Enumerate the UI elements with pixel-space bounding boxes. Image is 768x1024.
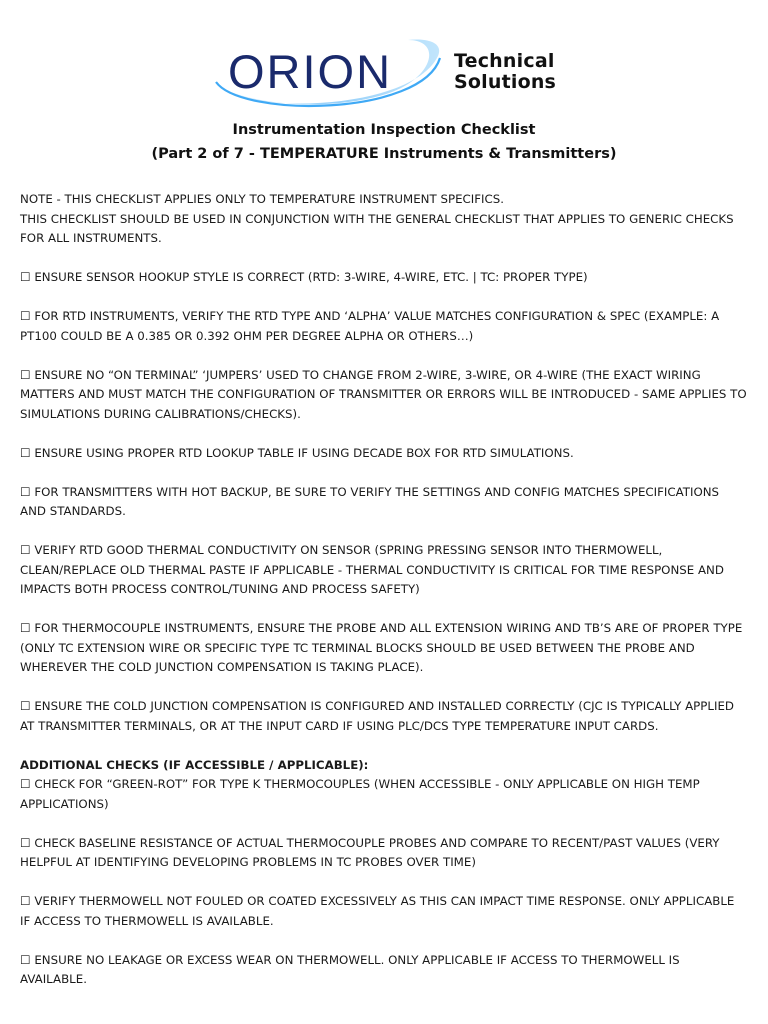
additional-checklist-item: ☐ CHECK BASELINE RESISTANCE OF ACTUAL THERMOCOUPLE PROBES AND COMPARE TO RECENT/PAST VALUES (VERY HELPFUL AT IDENTIFYING DEVELOPING PROBLEMS IN TC PROBES OVER TIME) [20,834,748,873]
note-line2: THIS CHECKLIST SHOULD BE USED IN CONJUNCTION WITH THE GENERAL CHECKLIST THAT APPLIES TO GENERIC CHECKS FOR ALL INSTRUMENTS. [20,211,734,245]
orion-logo [212,36,572,114]
note-line1: NOTE - THIS CHECKLIST APPLIES ONLY TO TEMPERATURE INSTRUMENT SPECIFICS. [20,192,504,206]
logo-subtitle-line2: Solutions [454,71,557,93]
checklist-item: ☐ FOR TRANSMITTERS WITH HOT BACKUP, BE SURE TO VERIFY THE SETTINGS AND CONFIG MATCHES SPECIFICATIONS AND STANDARDS. [20,483,748,522]
logo-subtitle-line1: Technical [454,50,555,72]
title-line2-emphasis: TEMPERATURE [259,146,379,162]
title-line2 [0,142,768,166]
checklist-item: ☐ ENSURE THE COLD JUNCTION COMPENSATION IS CONFIGURED AND INSTALLED CORRECTLY (CJC IS TYPICALLY APPLIED AT TRANSMITTER TERMINALS, OR AT THE INPUT CARD IF USING PLC/DCS TYPE TEMPERATURE INPUT CARDS. [20,697,748,736]
additional-checklist-item: ☐ ENSURE NO LEAKAGE OR EXCESS WEAR ON THERMOWELL. ONLY APPLICABLE IF ACCESS TO THERMOWELL IS AVAILABLE. [20,951,748,990]
title-line2-suffix: Instruments & Transmitters) [378,146,617,162]
additional-checklist-item: ☐ VERIFY THERMOWELL NOT FOULED OR COATED EXCESSIVELY AS THIS CAN IMPACT TIME RESPONSE. ONLY APPLICABLE IF ACCESS TO THERMOWELL IS AVAILABLE. [20,892,748,931]
document-title [0,118,768,166]
logo-subtitle [454,51,556,93]
checklist-item: ☐ ENSURE NO “ON TERMINAL” ‘JUMPERS’ USED TO CHANGE FROM 2-WIRE, 3-WIRE, OR 4-WIRE (THE EXACT WIRING MATTERS AND MUST MATCH THE CONFIGURATION OF TRANSMITTER OR ERRORS WILL BE INTRODUCED - SAME APPLIES TO SIMULATIONS DURING CALIBRATIONS/CHECKS). [20,366,748,425]
logo-wordmark: ORION [228,45,393,98]
checklist-item: ☐ FOR RTD INSTRUMENTS, VERIFY THE RTD TYPE AND ‘ALPHA’ VALUE MATCHES CONFIGURATION & SPEC (EXAMPLE: A PT100 COULD BE A 0.385 OR 0.392 OHM PER DEGREE ALPHA OR OTHERS…) [20,307,748,346]
checklist-item: ☐ ENSURE SENSOR HOOKUP STYLE IS CORRECT (RTD: 3-WIRE, 4-WIRE, ETC. | TC: PROPER TYPE) [20,268,748,288]
checklist-body [20,190,748,1009]
checklist-item: ☐ VERIFY RTD GOOD THERMAL CONDUCTIVITY ON SENSOR (SPRING PRESSING SENSOR INTO THERMOWELL, CLEAN/REPLACE OLD THERMAL PASTE IF APPLICABLE - THERMAL CONDUCTIVITY IS CRITICAL FOR TIME RESPONSE AND IMPACTS BOTH PROCESS CONTROL/TUNING AND PROCESS SAFETY) [20,541,748,600]
additional-checklist-item: ☐ CHECK FOR “GREEN-ROT” FOR TYPE K THERMOCOUPLES (WHEN ACCESSIBLE - ONLY APPLICABLE ON HIGH TEMP APPLICATIONS) [20,775,748,814]
checklist-item: ☐ ENSURE USING PROPER RTD LOOKUP TABLE IF USING DECADE BOX FOR RTD SIMULATIONS. [20,444,748,464]
additional-checks-heading: ADDITIONAL CHECKS (IF ACCESSIBLE / APPLICABLE): [20,757,369,772]
checklist-item: ☐ FOR THERMOCOUPLE INSTRUMENTS, ENSURE THE PROBE AND ALL EXTENSION WIRING AND TB’S ARE OF PROPER TYPE (ONLY TC EXTENSION WIRE OR SPECIFIC TYPE TC TERMINAL BLOCKS SHOULD BE USED BETWEEN THE PROBE AND WHEREVER THE COLD JUNCTION COMPENSATION IS TAKING PLACE). [20,619,748,678]
note-block [20,190,748,249]
title-line2-prefix: (Part 2 of 7 - [151,146,260,162]
title-line1: Instrumentation Inspection Checklist [232,122,536,138]
